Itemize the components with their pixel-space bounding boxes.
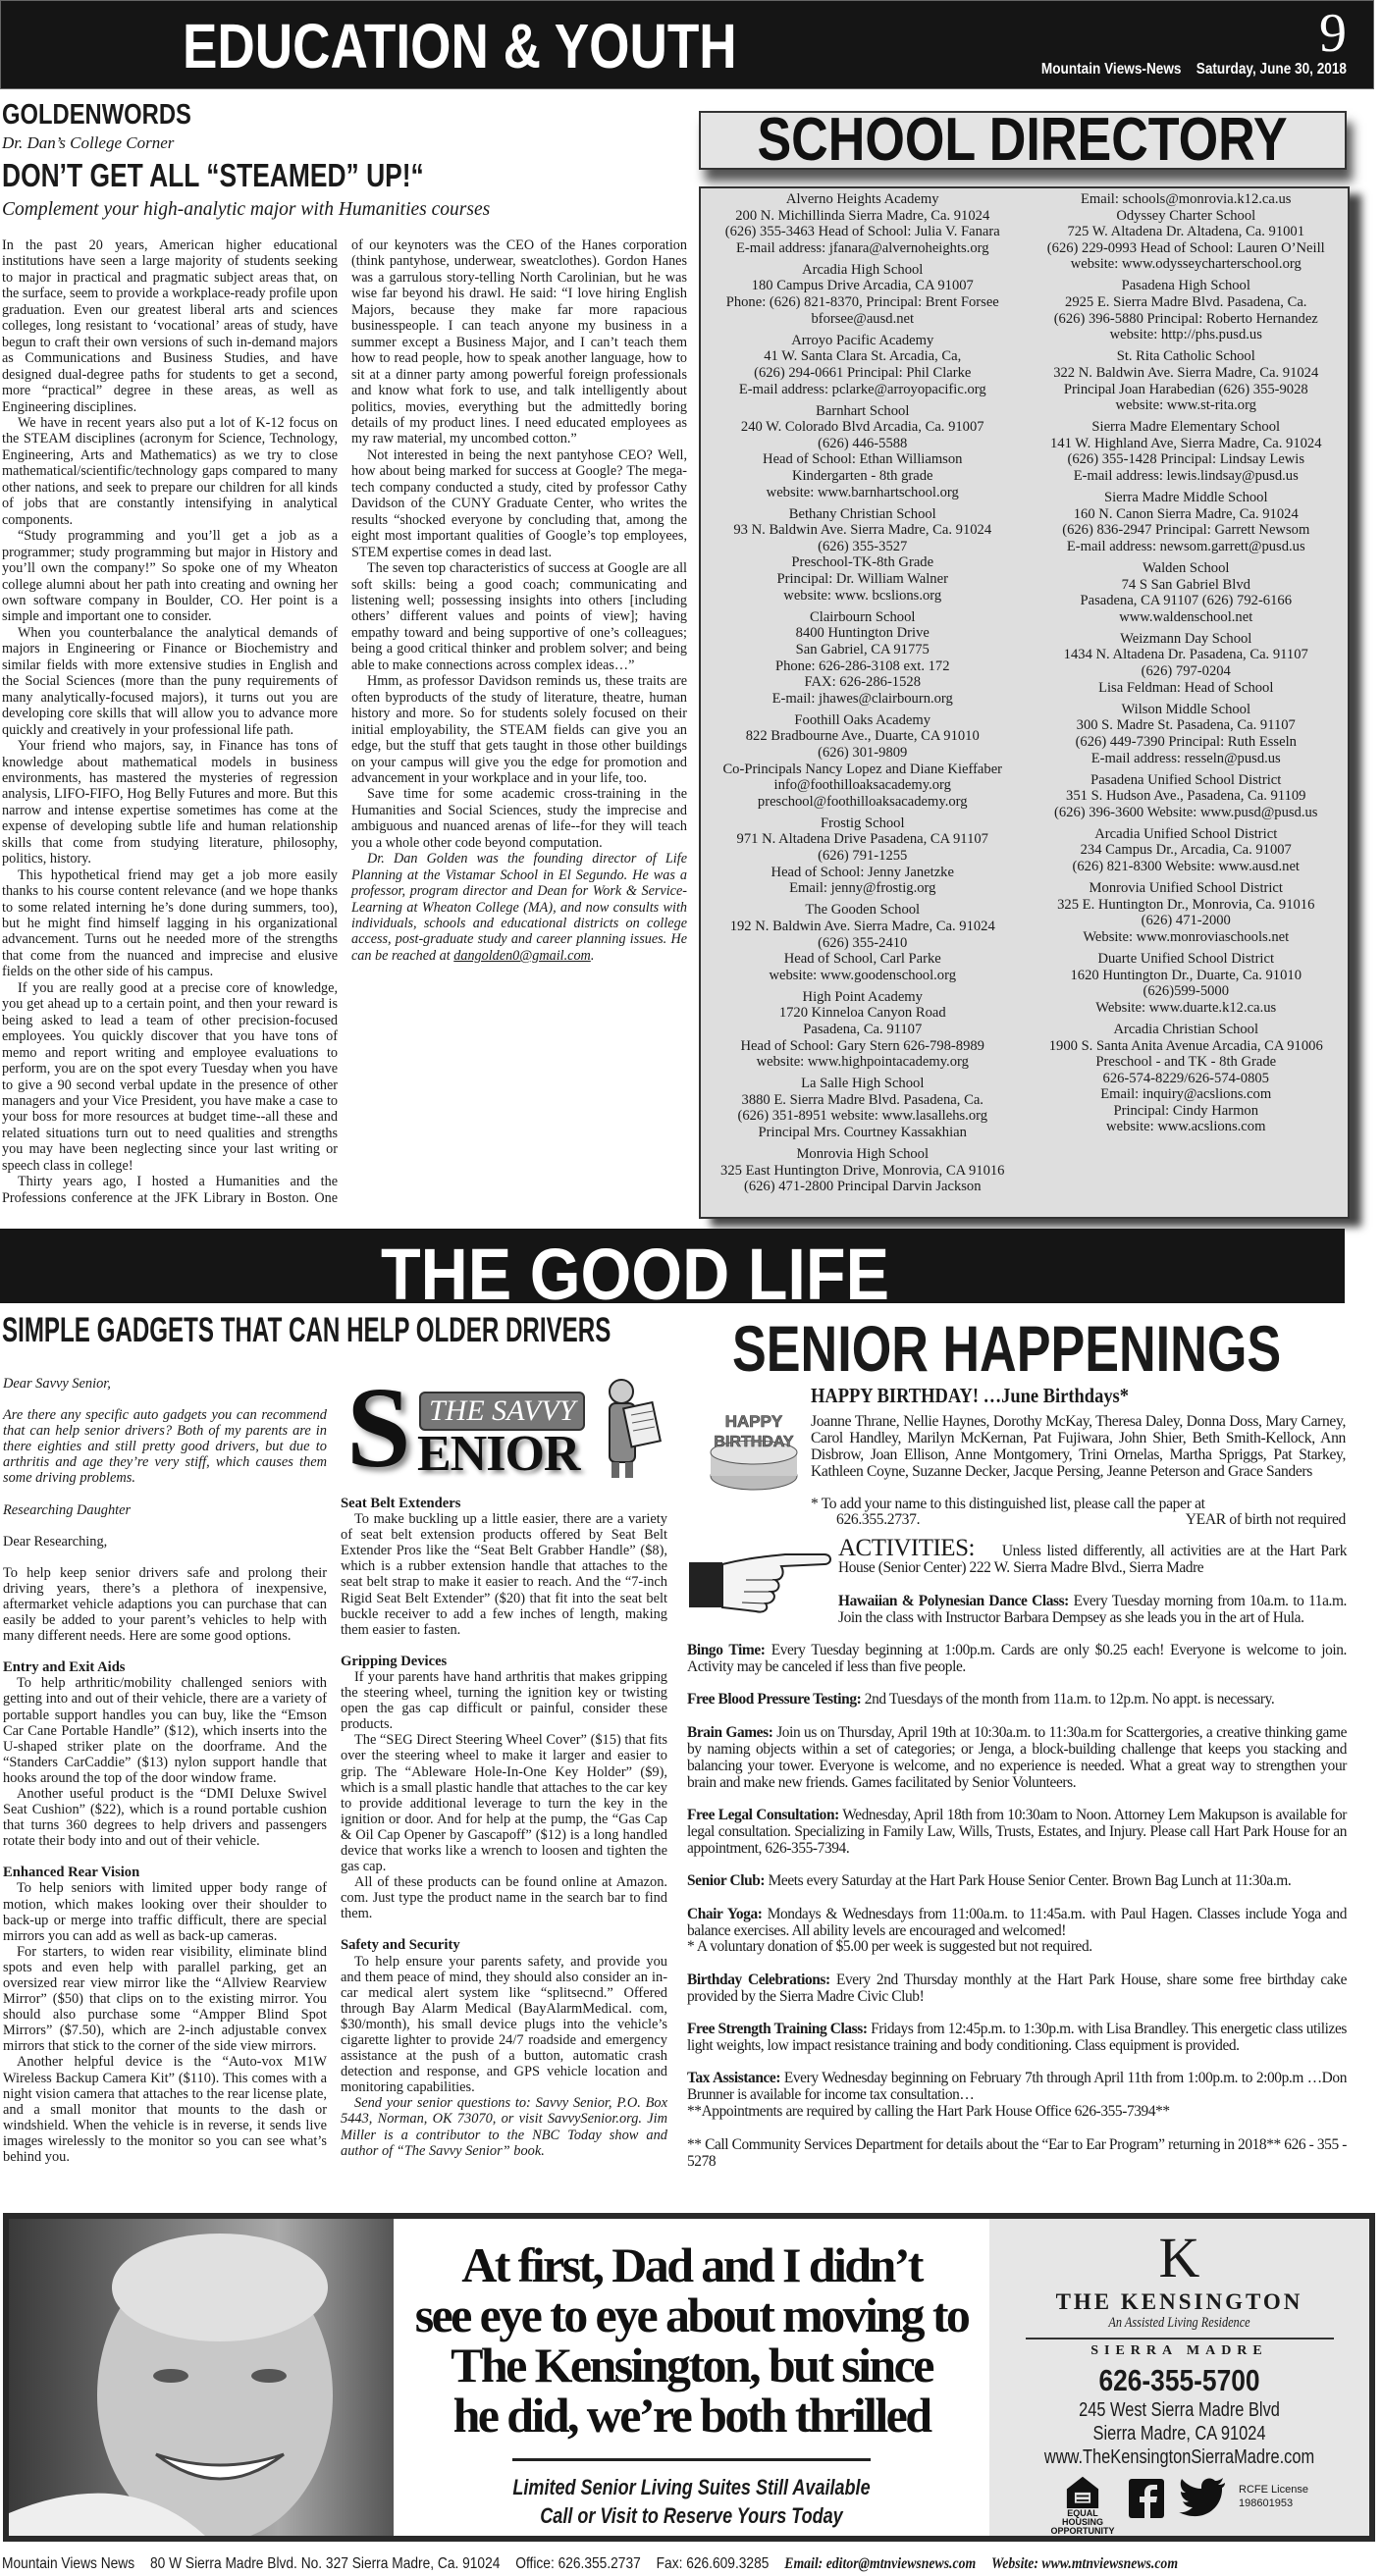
school-line: 41 W. Santa Clara St. Arcadia, Ca, xyxy=(764,348,962,365)
school-line: Clairbourn School xyxy=(810,608,916,625)
paper-phone: 626.355.2737. xyxy=(836,1511,921,1528)
activity-label: Senior Club: xyxy=(687,1872,766,1890)
activity-label: Free Strength Training Class: xyxy=(687,2021,868,2038)
school-line: website: www.st-rita.org xyxy=(1115,397,1256,414)
column-closing: Send your senior questions to: Savvy Senior, P.O. Box 5443, Norman, OK 73070, or visit SavvySenior.org. Jim Miller is a contributor to the NBC Today show and author of “The Savvy Senior” book. xyxy=(341,2095,667,2159)
school-line: (626) 797-0204 xyxy=(1141,663,1231,680)
kensington-address-1: 245 West Sierra Madre Blvd xyxy=(1079,2399,1280,2421)
school-line: Pasadena High School xyxy=(1121,278,1250,294)
activity-label: Hawaiian & Polynesian Dance Class: xyxy=(838,1592,1069,1609)
school-line: Pasadena Unified School District xyxy=(1090,771,1282,788)
ad-message xyxy=(394,2219,989,2536)
activity-item xyxy=(687,1725,1347,1792)
school-entry xyxy=(701,506,1025,605)
activity-item xyxy=(687,2071,1347,2121)
activity-text: Every 2nd Thursday monthly at the Hart Park House, share some free birthday cake provided by the Sierra Madre Civic Club! xyxy=(687,1971,1348,2005)
school-line: 822 Bradbourne Ave., Duarte, CA 91010 xyxy=(745,728,980,745)
school-line: (626) 396-3600 Website: www.pusd@pusd.us xyxy=(1054,804,1318,820)
activities-location: Unless listed differently, all activities are at the Hart Park House (Senior Center) 222 W. Sierra Madre Blvd., Sierra Madre xyxy=(838,1543,1347,1576)
school-entry xyxy=(701,989,1025,1071)
birthday-note xyxy=(811,1497,1346,1528)
school-entry xyxy=(1025,348,1349,413)
school-entry xyxy=(1025,880,1349,945)
school-entry xyxy=(701,815,1025,897)
section-paragraph: If your parents have hand arthritis that makes gripping the steering wheel, turning the ignition key or twisting open the gas cap difficult or painful, consider these products. xyxy=(341,1668,667,1733)
school-line: Email: inquiry@acslions.com xyxy=(1100,1086,1272,1103)
school-line: 1720 Kinneloa Canyon Road xyxy=(778,1005,946,1022)
directory-column-2 xyxy=(1025,191,1349,1217)
ad-subline-2: Call or Visit to Reserve Yours Today xyxy=(540,2503,843,2528)
logo-top-text: THE SAVVY xyxy=(419,1392,585,1431)
school-line: (626) 836-2947 Principal: Garrett Newsom xyxy=(1062,522,1310,539)
school-line: Lisa Feldman: Head of School xyxy=(1098,679,1274,696)
school-line: website: www. bcslions.org xyxy=(783,587,942,604)
directory-column-1 xyxy=(701,191,1025,1217)
letter-salutation: Dear Savvy Senior, xyxy=(3,1376,111,1392)
activity-text: Meets every Saturday at the Hart Park House Senior Center. Brown Bag Lunch at 11:30a.m. xyxy=(765,1872,1292,1890)
author-bio-end: . xyxy=(590,947,595,964)
ad-subline-1: Limited Senior Living Suites Still Available xyxy=(512,2475,871,2499)
school-entry xyxy=(1025,826,1349,875)
reply-intro: To help keep senior drivers safe and prolong their driving years, there’s a plethora of inexpensive, aftermarket vehicle adaptions you can purchase that can easily be added to your parent’s vehicles to help with many different needs. Here are some good options. xyxy=(3,1564,327,1645)
school-line: E-mail address: newsom.garrett@pusd.us xyxy=(1066,538,1305,554)
school-entry xyxy=(701,1146,1025,1195)
ad-contact-panel xyxy=(989,2219,1369,2536)
school-line: Head of School: Gary Stern 626-798-8989 xyxy=(740,1037,984,1054)
school-line: www.waldenschool.net xyxy=(1119,608,1253,625)
school-line: 325 E. Huntington Dr., Monrovia, Ca. 91016 xyxy=(1057,896,1315,913)
kensington-city: SIERRA MADRE xyxy=(1090,2343,1268,2358)
footer-website[interactable]: Website: www.mtnviewsnews.com xyxy=(991,2555,1179,2572)
activity-text: Wednesday, April 18th from 10:30am to Noon. Attorney Lem Makupson is available for legal consultation. Specializing in Family Law, Wills, Trusts, Estates, and Injury. Please call Hart Park House for an appointment, 626-355-7394. xyxy=(687,1806,1347,1857)
article-headline: DON’T GET ALL “STEAMED” UP!“ xyxy=(2,157,424,193)
school-directory xyxy=(699,186,1350,1219)
school-line: Odyssey Charter School xyxy=(1116,207,1256,224)
activity-text: Every Tuesday beginning at 1:00p.m. Cards are only $0.25 each! Everyone is welcome to join. Activity may be canceled if less than five people. xyxy=(687,1642,1348,1676)
logo-letter: S xyxy=(346,1363,411,1492)
school-line: (626) 301-9809 xyxy=(818,745,908,761)
school-line: Sierra Madre Middle School xyxy=(1103,490,1268,506)
author-bio xyxy=(351,851,687,964)
article-paragraph: Save time for some academic cross-training in the Humanities and Social Sciences, study the imprecise and ambiguous and nuanced arenas of life--for they will teach you a whole other code beyond computation. xyxy=(351,786,687,851)
author-email-link[interactable]: dangolden0@gmail.com xyxy=(453,947,591,964)
school-entry xyxy=(1025,490,1349,554)
school-entry xyxy=(701,262,1025,327)
school-line: (626) 791-1255 xyxy=(818,848,908,865)
equal-housing-icon xyxy=(1065,2475,1100,2508)
ad-subline xyxy=(448,2473,936,2530)
activity-label: Chair Yoga: xyxy=(687,1905,763,1922)
kensington-website[interactable]: www.TheKensingtonSierraMadre.com xyxy=(1043,2446,1315,2468)
school-line: (626) 396-5880 Principal: Roberto Hernandez xyxy=(1053,310,1318,327)
school-line: (626) 355-3463 Head of School: Julia V. Fanara xyxy=(724,224,1000,240)
senior-happenings-title: SENIOR HAPPENINGS xyxy=(732,1312,1282,1385)
school-line: 234 Campus Dr., Arcadia, Ca. 91007 xyxy=(1080,842,1292,859)
footer-office: Office: 626.355.2737 xyxy=(515,2555,641,2572)
column-kicker: GOLDENWORDS xyxy=(2,99,191,131)
school-line: High Point Academy xyxy=(802,988,923,1005)
school-entry xyxy=(1025,772,1349,821)
school-line: E-mail address: pclarke@arroyopacific.org xyxy=(738,381,986,397)
section-paragraph: Another helpful device is the “Auto-vox M1W Wireless Backup Camera Kit” ($110). This comes with a night vision camera that attaches to the rear license plate, and a small monitor that mounts to the dash or windshield. When the vehicle is in reverse, it sends live images wirelessly to the monitor so you can see what’s behind you. xyxy=(3,2054,327,2166)
school-line: E-mail address: jfanara@alvernoheights.org xyxy=(735,239,989,256)
equal-housing-badge xyxy=(1050,2475,1115,2536)
section-heading: Enhanced Rear Vision xyxy=(3,1865,140,1881)
school-line: Email: schools@monrovia.k12.ca.us xyxy=(1081,191,1292,207)
activity-note: * A voluntary donation of $5.00 per week is suggested but not required. xyxy=(687,1938,1092,1956)
school-line: website: www.odysseycharterschool.org xyxy=(1070,256,1302,273)
savvy-senior-logo xyxy=(341,1363,664,1492)
school-line: Arcadia Unified School District xyxy=(1094,825,1278,842)
section-paragraph: To help seniors with limited upper body range of motion, which makes looking over their shoulder to back-up or merge into traffic difficult, there are special mirrors you can add as well as back-up cameras. xyxy=(3,1880,327,1944)
ad-headline-line: he did, we’re both thrilled xyxy=(452,2388,930,2443)
article-paragraph: In the past 20 years, American higher educational institutions have seen a large majority of students seeking to major in practical and pragmatic subject areas that, on the surface, seem to provide a workplace-ready profile upon graduation. Even our greatest liberal arts and sciences colleges, long resistant to ‘vocational’ areas of study, have begun to craft their own versions of such in-demand majors as Communications and Business Studies, and have designed dual-degree paths for students to get a second, more “practical” degree in these areas, as well as Engineering disciplines. xyxy=(2,237,338,415)
school-line: Phone: (626) 821-8370, Principal: Brent Forsee xyxy=(725,294,999,311)
school-line: Frostig School xyxy=(820,815,905,831)
activity-text: Fridays from 12:45p.m. to 1:30p.m. with Lisa Brandley. This energetic class utilizes light weights, low impact resistance training and body conditioning. Class equipment is provided. xyxy=(687,2021,1347,2055)
school-line: 141 W. Highland Ave, Sierra Madre, Ca. 91024 xyxy=(1049,435,1322,451)
ad-headline-line: see eye to eye about moving to xyxy=(414,2287,969,2342)
section-heading: Safety and Security xyxy=(341,1937,460,1954)
school-line: Principal: Cindy Harmon xyxy=(1113,1102,1259,1119)
article-paragraph: If you are really good at a precise core of knowledge, you get ahead up to a certain point, and then your reward is being asked to lead a team of other precision-focused employees. You quickly discover that you have tons of memo and report writing and employee evaluations to perform, you are on the spot every Tuesday when you have to give a 90 second verbal update in the presence of other managers and your Vice President, you have make a case to your boss for more resources at budget time--all these and related situations turn out to need qualities and strengths you may have been neglecting since your last writing or speech class in college! xyxy=(2,979,338,1174)
ad-headline xyxy=(394,2237,989,2443)
school-entry xyxy=(701,712,1025,811)
kensington-advertisement[interactable] xyxy=(3,2213,1375,2542)
school-line: (626) 355-3527 xyxy=(818,538,908,554)
activity-item xyxy=(687,1873,1347,1890)
savvy-column-middle xyxy=(341,1363,667,2159)
footer-fax: Fax: 626.609.3285 xyxy=(656,2555,770,2572)
footer-paper: Mountain Views News xyxy=(2,2555,135,2572)
school-line: (626) 355-2410 xyxy=(818,934,908,951)
issue-date: Saturday, June 30, 2018 xyxy=(1196,61,1347,78)
school-line: website: www.barnhartschool.org xyxy=(766,484,959,500)
school-entry xyxy=(1025,951,1349,1016)
activity-item xyxy=(687,2022,1347,2055)
activity-text: Mondays & Wednesdays from 11:00a.m. to 11:45a.m. with Paul Hagen. Classes include Yoga and balance exercises. All ability levels are encouraged and welcomed! xyxy=(687,1905,1347,1939)
school-line: 8400 Huntington Drive xyxy=(795,625,930,642)
school-line: Co-Principals Nancy Lopez and Diane Kieffaber xyxy=(722,761,1003,777)
letter-signoff: Researching Daughter xyxy=(3,1501,132,1518)
school-line: 971 N. Altadena Drive Pasadena, CA 91107 xyxy=(736,831,988,848)
activity-note: **Appointments are required by calling the Hart Park House Office 626-355-7394** xyxy=(687,2103,1170,2121)
school-line: website: www.goodenschool.org xyxy=(769,967,956,983)
section-heading: Seat Belt Extenders xyxy=(341,1496,461,1511)
school-line: Monrovia Unified School District xyxy=(1089,880,1283,897)
school-line: Principal Joan Harabedian (626) 355-9028 xyxy=(1063,381,1308,397)
school-entry xyxy=(701,902,1025,983)
kensington-logo: K xyxy=(1158,2226,1200,2289)
school-line: Head of School: Ethan Williamson xyxy=(763,451,963,468)
school-line: website: www.acslions.com xyxy=(1106,1119,1266,1135)
school-line: 300 S. Madre St. Pasadena, Ca. 91107 xyxy=(1076,717,1296,734)
school-line: 1620 Huntington Dr., Duarte, Ca. 91010 xyxy=(1070,967,1302,983)
activity-text: Every Wednesday beginning on February 7th through April 11th from 1:00p.m. to 2:00p.m …Don Brunner is available for income tax consultation… xyxy=(687,2070,1347,2104)
license-number: 198601953 xyxy=(1239,2497,1294,2509)
school-line: (626) 821-8300 Website: www.ausd.net xyxy=(1072,859,1300,875)
activity-text: ** Call Community Services Department for details about the “Ear to Ear Program” returning in 2018** 626 - 355 - 5278 xyxy=(687,2135,1347,2170)
school-entry xyxy=(701,333,1025,397)
school-line: 160 N. Canon Sierra Madre, Ca. 91024 xyxy=(1073,505,1299,522)
school-line: bforsee@ausd.net xyxy=(811,310,915,327)
activity-item xyxy=(687,1808,1347,1858)
school-line: 325 East Huntington Drive, Monrovia, CA 91016 xyxy=(720,1162,1005,1179)
school-line: 200 N. Michillinda Sierra Madre, Ca. 91024 xyxy=(735,207,990,224)
school-line: Principal Mrs. Courtney Kassakhian xyxy=(758,1125,967,1141)
school-line: (626) 449-7390 Principal: Ruth Esseln xyxy=(1075,733,1297,750)
school-line: 1434 N. Altadena Dr. Pasadena, Ca. 91107 xyxy=(1063,647,1308,663)
activity-text: Every Tuesday morning from 10a.m. to 11a.m. Join the class with Instructor Barbara Dempsey as she leads you in the art of Hula. xyxy=(838,1592,1347,1626)
article-body xyxy=(2,237,687,1215)
kensington-address-2: Sierra Madre, CA 91024 xyxy=(1092,2423,1266,2445)
paper-name: Mountain Views-News xyxy=(1040,61,1182,78)
school-line: Monrovia High School xyxy=(796,1146,930,1163)
school-line: website: http://phs.pusd.us xyxy=(1109,327,1262,343)
school-line: E-mail address: lewis.lindsay@pusd.us xyxy=(1073,468,1299,484)
school-line: (626) 471-2000 xyxy=(1141,913,1231,929)
ad-photo-smiling-man xyxy=(9,2219,394,2536)
activities-list xyxy=(687,1535,1348,2186)
school-line: Wilson Middle School xyxy=(1121,701,1251,717)
svg-text:BIRTHDAY: BIRTHDAY xyxy=(714,1434,794,1450)
school-line: Pasadena, CA 91107 (626) 792-6166 xyxy=(1080,593,1292,609)
kensington-phone[interactable]: 626-355-5700 xyxy=(1098,2363,1260,2397)
reply-salutation: Dear Researching, xyxy=(3,1533,108,1550)
logo-rest-text: ENIOR xyxy=(417,1426,580,1482)
school-entry xyxy=(701,1076,1025,1140)
school-line: 240 W. Colorado Blvd Arcadia, Ca. 91007 xyxy=(740,419,984,436)
year-note: YEAR of birth not required xyxy=(1185,1511,1346,1528)
page-number: 9 xyxy=(1319,3,1347,64)
school-line: Barnhart School xyxy=(816,402,910,419)
activity-item xyxy=(687,1972,1347,2006)
birthday-names: Joanne Thrane, Nellie Haynes, Dorothy McKay, Theresa Daley, Donna Doss, Mary Carney, Carol Handley, Marilyn McKernan, Pat Fujiwara, John Shier, Beth Smith-Kellock, Ann Disbrow, Joan Ellison, Anne Montgomery, Trini Ornelas, Martha Spriggs, Pat Starkey, Kathleen Coyne, Suzanne Decker, Jacque Persing, Jeanne Peterson and Grace Sanders xyxy=(811,1413,1346,1480)
school-line: (626) 355-1428 Principal: Lindsay Lewis xyxy=(1067,451,1305,468)
school-entry xyxy=(1025,1022,1349,1135)
section-heading: Entry and Exit Aids xyxy=(3,1659,126,1676)
school-line: 93 N. Baldwin Ave. Sierra Madre, Ca. 91024 xyxy=(733,522,992,539)
activity-item xyxy=(687,2137,1347,2171)
school-line: 322 N. Baldwin Ave. Sierra Madre, Ca. 91024 xyxy=(1053,364,1319,381)
activity-label: Free Blood Pressure Testing: xyxy=(687,1691,862,1709)
school-line: E-mail: jhawes@clairbourn.org xyxy=(771,690,953,707)
school-line: Preschool-TK-8th Grade xyxy=(791,554,934,571)
svg-text:HAPPY: HAPPY xyxy=(724,1412,783,1431)
school-line: 1900 S. Santa Anita Avenue Arcadia, CA 91006 xyxy=(1048,1037,1323,1054)
article-deck: Complement your high-analytic major with Humanities courses xyxy=(2,199,491,220)
activity-item xyxy=(687,1692,1347,1709)
school-line: Website: www.duarte.k12.ca.us xyxy=(1095,999,1277,1016)
school-line: Preschool - and TK - 8th Grade xyxy=(1095,1054,1277,1071)
ad-icons xyxy=(989,2475,1369,2536)
activity-item xyxy=(687,1907,1347,1957)
school-line: 626-574-8229/626-574-0805 xyxy=(1102,1070,1269,1086)
ad-divider xyxy=(512,2458,871,2461)
masthead-meta xyxy=(1027,61,1347,79)
school-line: 351 S. Hudson Ave., Pasadena, Ca. 91109 xyxy=(1066,788,1306,805)
man-reading-newspaper-icon xyxy=(592,1376,663,1482)
activity-label: Tax Assistance: xyxy=(687,2070,781,2087)
column-name: Dr. Dan’s College Corner xyxy=(2,133,175,152)
school-line: Alverno Heights Academy xyxy=(785,191,939,207)
directory-title-box xyxy=(699,111,1347,170)
pointing-hand-icon xyxy=(687,1541,834,1617)
letter-question: Are there any specific auto gadgets you can recommend that can help senior drivers? Both of my parents are in there eighties and still pretty good drivers, but due to arthritis and age they’re very stiff, which causes them some driving problems. xyxy=(3,1407,327,1487)
ad-headline-line: At first, Dad and I didn’t xyxy=(461,2237,922,2292)
school-entry xyxy=(701,609,1025,708)
savvy-column-left xyxy=(3,1376,327,2165)
article-paragraph: This hypothetical friend may get a job more easily thanks to his course content relevance (and we hope thanks to some related interning he’s done during summers, too), but he might find himself lagging in his organizational advancement. Turns out he needed more of the strengths that come from the nuanced and imprecise and elusive fields on the other side of his campus. xyxy=(2,867,338,980)
article-paragraph: We have in recent years also put a lot of K-12 focus on the STEAM disciplines (acronym for Science, Technology, Engineering, Arts and Mathematics) as we try to close mathematical/scientific/technology gaps compared to many other nations, and seek to prepare our children for all kinds of jobs that are constantly intensifying in analytical components. xyxy=(2,414,338,528)
school-line: La Salle High School xyxy=(801,1076,925,1092)
activity-label: Free Legal Consultation: xyxy=(687,1806,839,1823)
article-section xyxy=(341,1654,667,1922)
kensington-tagline: An Assisted Living Residence xyxy=(1108,2315,1250,2331)
activity-label: Brain Games: xyxy=(687,1723,773,1741)
footer-address: 80 W Sierra Madre Blvd. No. 327 Sierra Madre, Ca. 91024 xyxy=(149,2555,501,2572)
twitter-icon[interactable] xyxy=(1178,2475,1227,2520)
activity-item xyxy=(687,1643,1347,1676)
section-heading: Gripping Devices xyxy=(341,1653,448,1669)
school-line: 180 Campus Drive Arcadia, CA 91007 xyxy=(751,278,974,294)
school-entry xyxy=(1025,419,1349,484)
good-life-title: THE GOOD LIFE xyxy=(381,1234,890,1315)
school-line: Arroyo Pacific Academy xyxy=(791,332,934,348)
school-line: The Gooden School xyxy=(805,902,921,919)
school-line: (626)599-5000 xyxy=(1143,983,1230,1000)
school-line: (626) 471-2800 Principal Darvin Jackson xyxy=(743,1179,982,1195)
school-line: San Gabriel, CA 91775 xyxy=(795,641,930,657)
school-line: Arcadia Christian School xyxy=(1113,1021,1259,1037)
article-paragraph: Your friend who majors, say, in Finance has tons of knowledge about mathematical models in business environments, has mastered the mysteries of regression analysis, LIFO-FIFO, Hog Belly Futures and more. But this narrow and intense expertise sometimes has come at the expense of developing subtle life and human relationship skills that come from studying literature, philosophy, politics, history. xyxy=(2,738,338,867)
facebook-icon[interactable] xyxy=(1127,2475,1166,2520)
school-line: (626) 446-5588 xyxy=(818,435,908,451)
section-paragraph: For starters, to widen rear visibility, eliminate blind spots and even help with parallel parking, get an oversized rear view mirror like the “Allview Rearview Mirror” ($50) that clips on to the existing mirror. You should also purchase some “Ampper Blind Spot Mirrors” ($7.50), which are 2-inch adjustable convex mirrors that stick to the corner of the side view mirrors. xyxy=(3,1943,327,2055)
man-portrait-image xyxy=(9,2219,394,2536)
school-line: FAX: 626-286-1528 xyxy=(804,674,921,691)
school-line: Weizmann Day School xyxy=(1120,630,1252,647)
section-title: EDUCATION & YOUTH xyxy=(183,11,737,81)
school-line: Principal: Dr. William Walner xyxy=(776,571,948,588)
school-line: Head of School, Carl Parke xyxy=(783,951,941,968)
school-line: Walden School xyxy=(1143,559,1230,576)
school-entry xyxy=(1025,278,1349,342)
school-line: 74 S San Gabriel Blvd xyxy=(1121,576,1250,593)
article-section xyxy=(341,1496,667,1638)
article-section xyxy=(3,1865,327,2165)
kensington-name: THE KENSINGTON xyxy=(1055,2289,1303,2314)
school-entry xyxy=(1025,560,1349,625)
article-paragraph: Not interested in being the next pantyhose CEO? Well, how about being marked for success at Google? The mega-tech company conducted a study, cited by professor Cathy Davidson of the CUNY Graduate Center, who writes the results “shocked everyone by concluding that, among the eight most important qualities of Google’s top employees, STEM expertise comes in dead last. xyxy=(351,447,687,560)
article-paragraph: “Study programming and you’ll get a job as a programmer; study programming but major in History and you’ll own the company!” So spoke one of my Wheaton college alumni about her path into creating and owning her own software company in Boulder, CO. Her point is a simple and important one to consider. xyxy=(2,528,338,625)
school-line: Bethany Christian School xyxy=(788,505,936,522)
section-paragraph: To make buckling up a little easier, there are a variety of seat belt extension products offered by Seat Belt Extender Pros like the “Seat Belt Grabber Handle” ($8), which is a rubber extension handle that attaches to the seat belt strap to make it easier to reach. And the “7-inch Rigid Seat Belt Extender” ($20) that fit into the seat belt buckle receiver to add a few inches of length, making them easier to fasten. xyxy=(341,1511,667,1638)
activity-text: 2nd Tuesdays of the month from 11a.m. to 12p.m. No appt. is necessary. xyxy=(861,1691,1275,1709)
rcfe-license xyxy=(1239,2483,1308,2510)
school-line: Phone: 626-286-3108 ext. 172 xyxy=(774,657,950,674)
page-footer xyxy=(2,2555,1187,2573)
school-line: 192 N. Baldwin Ave. Sierra Madre, Ca. 91024 xyxy=(729,918,995,934)
school-entry xyxy=(701,191,1025,256)
section-paragraph: To help ensure your parents safety, and provide you and them peace of mind, they should also consider an in-car medical alert system like “splitsecnd.” Offered through Bay Alarm Medical (BayAlarmMedical. com, $30/month), his small device plugs into the vehicle’s cigarette lighter to provide 24/7 roadside and emergency assistance at the push of a button, automatic crash detection and response, and GPS vehicle location and monitoring capabilities. xyxy=(341,1953,667,2096)
article-section xyxy=(341,1937,667,2095)
author-bio-text: Dr. Dan Golden was the founding director of Life Planning at the Vistamar School in El Segundo. He was a professor, program director and Dean for Work & Service-Learning at Wheaton College (MA), and now consults with individuals, schools and educational districts on college access, post-graduate study and career planning issues. He can be reached at xyxy=(351,851,687,964)
school-line: Kindergarten - 8th grade xyxy=(791,468,933,484)
section-paragraph: Another useful product is the “DMI Deluxe Swivel Seat Cushion” ($22), which is a round portable cushion that turns 360 degrees to help drivers and passengers rotate their body into and out of their vehicle. xyxy=(3,1785,327,1850)
school-line: (626) 229-0993 Head of School: Lauren O’Neill xyxy=(1046,239,1325,256)
footer-email[interactable]: Email: editor@mtnviewsnews.com xyxy=(784,2555,977,2572)
activities-heading: ACTIVITIES: xyxy=(838,1535,975,1561)
school-line: Arcadia High School xyxy=(802,261,924,278)
school-line: Foothill Oaks Academy xyxy=(794,711,931,728)
article-paragraph: The seven top characteristics of success at Google are all soft skills: being a good coach; communicating and listening well; possessing insights into others [including others’ different values and points of view]; having empathy toward and being supportive of one’s colleagues; being a good critical thinker and problem solver; and being able to make connections across complex ideas…” xyxy=(351,560,687,673)
school-entry xyxy=(1025,631,1349,696)
section-paragraph: To help arthritic/mobility challenged seniors with getting into and out of their vehicle, there are a variety of portable support handles you can buy, like the “Emson Car Cane Portable Handle” ($12), which inserts into the U-shaped striker plate on the doorframe. And the “Standers CarCaddie” ($13) nylon support handle that hooks around the top of the door window frame. xyxy=(3,1675,327,1786)
ad-headline-line: The Kensington, but since xyxy=(451,2338,932,2392)
school-line: E-mail address: resseln@pusd.us xyxy=(1090,750,1281,766)
equal-housing-text: EQUAL HOUSING OPPORTUNITY xyxy=(1050,2508,1115,2536)
section-paragraph: All of these products can be found online at Amazon. com. Just type the product name in the search bar to find them. xyxy=(341,1874,667,1922)
savvy-headline: SIMPLE GADGETS THAT CAN HELP OLDER DRIVERS xyxy=(2,1311,611,1349)
school-entry xyxy=(701,403,1025,501)
school-line: St. Rita Catholic School xyxy=(1116,348,1255,365)
school-line: Duarte Unified School District xyxy=(1097,951,1275,968)
school-entry xyxy=(1025,702,1349,766)
school-line: 2925 E. Sierra Madre Blvd. Pasadena, Ca. xyxy=(1065,294,1307,311)
article-section xyxy=(3,1659,327,1849)
school-line: preschool@foothilloaksacademy.org xyxy=(757,793,968,810)
school-line: (626) 351-8951 website: www.lasallehs.org xyxy=(737,1108,988,1125)
school-line: info@foothilloaksacademy.org xyxy=(773,777,951,794)
ad-rule xyxy=(1026,2338,1334,2339)
school-line: Head of School: Jenny Janetzke xyxy=(771,864,954,880)
school-line: Email: jenny@frostig.org xyxy=(789,880,936,897)
activity-label: Bingo Time: xyxy=(687,1642,766,1659)
birthday-heading: HAPPY BIRTHDAY! …June Birthdays* xyxy=(811,1384,1129,1407)
school-line: Pasadena, Ca. 91107 xyxy=(803,1022,923,1037)
school-line: Website: www.monroviaschools.net xyxy=(1083,928,1290,945)
birthday-cake-icon xyxy=(705,1403,803,1494)
school-line: Sierra Madre Elementary School xyxy=(1091,419,1281,436)
article-paragraph: Hmm, as professor Davidson reminds us, these traits are often byproducts of the study of literature, theatre, human history and more. So for students solely focused on their initial employability, the STEAM fields can give you an edge, but the stuff that gets taught in those other buildings on your campus will give you the edge for promotion and advancement in your workplace and in your life, too. xyxy=(351,673,687,786)
activity-text: Join us on Thursday, April 19th at 10:30a.m. to 11:30a.m for Scattergories, a creative thinking game by naming objects within a set of categories; or Jenga, a block-building challenge that keeps you stacking and balancing your tower. Everyone is welcome, and no experience is needed. What a great way to strengthen your brain and make new friends. Games facilitated by Senior Volunteers. xyxy=(687,1723,1347,1791)
school-line: (626) 294-0661 Principal: Phil Clarke xyxy=(754,364,972,381)
school-line: 725 W. Altadena Dr. Altadena, Ca. 91001 xyxy=(1067,224,1305,240)
school-line: website: www.highpointacademy.org xyxy=(756,1054,969,1071)
school-line: 3880 E. Sierra Madre Blvd. Pasadena, Ca. xyxy=(741,1091,983,1108)
activity-label: Birthday Celebrations: xyxy=(687,1971,830,1988)
license-label: RCFE License xyxy=(1239,2484,1308,2496)
article-paragraph: When you counterbalance the analytical demands of majors in Engineering or Finance or Biochemistry and similar fields with more extensive studies in English and the Social Sciences (more than the puny requirements of many analytically-focused majors), it turns out you are developing core skills that will allow you to advance more quickly and creatively in your professional life path. xyxy=(2,624,338,738)
article-paragraph: Thirty years ago, I hosted a Humanities and the Professions conference at the JFK Library in Boston. One of our keynoters was the CEO of the Hanes corporation (think pantyhose, underwear, sweatclothes). Gordon Hanes was a garrulous story-telling North Carolinian, but he was wise far beyond his drawl. He said: “I love hiring English Majors, because they make far more rapacious businesspeople. I can teach anyone my business in a summer except a Business Major, and I can’t teach them how to read people, how to speak another language, how to sit at a dinner party among powerful foreign professionals and know what fork to use, and talk intelligently about politics, movies, everything but the admittedly boring details of my product lines. I need educated employees as my raw material, my uncombed cotton.” xyxy=(2,237,687,1206)
section-paragraph: The “SEG Direct Steering Wheel Cover” ($15) that fits over the steering wheel to make it larger and easier to grip. The “Ableware Hole-In-One Key Holder” ($9), which is a small plastic handle that attaches to the car key to provide additional leverage to turn the key in the ignition or door. And for help at the pump, the “Gas Cap & Oil Cap Opener by Gascapoff” ($12) is a long handled device that works like a wrench to loosen and tighten the gas cap. xyxy=(341,1732,667,1875)
school-entry xyxy=(1025,191,1349,273)
birthday-note-text: * To add your name to this distinguished list, please call the paper at xyxy=(811,1496,1205,1512)
directory-title: SCHOOL DIRECTORY xyxy=(757,111,1289,170)
